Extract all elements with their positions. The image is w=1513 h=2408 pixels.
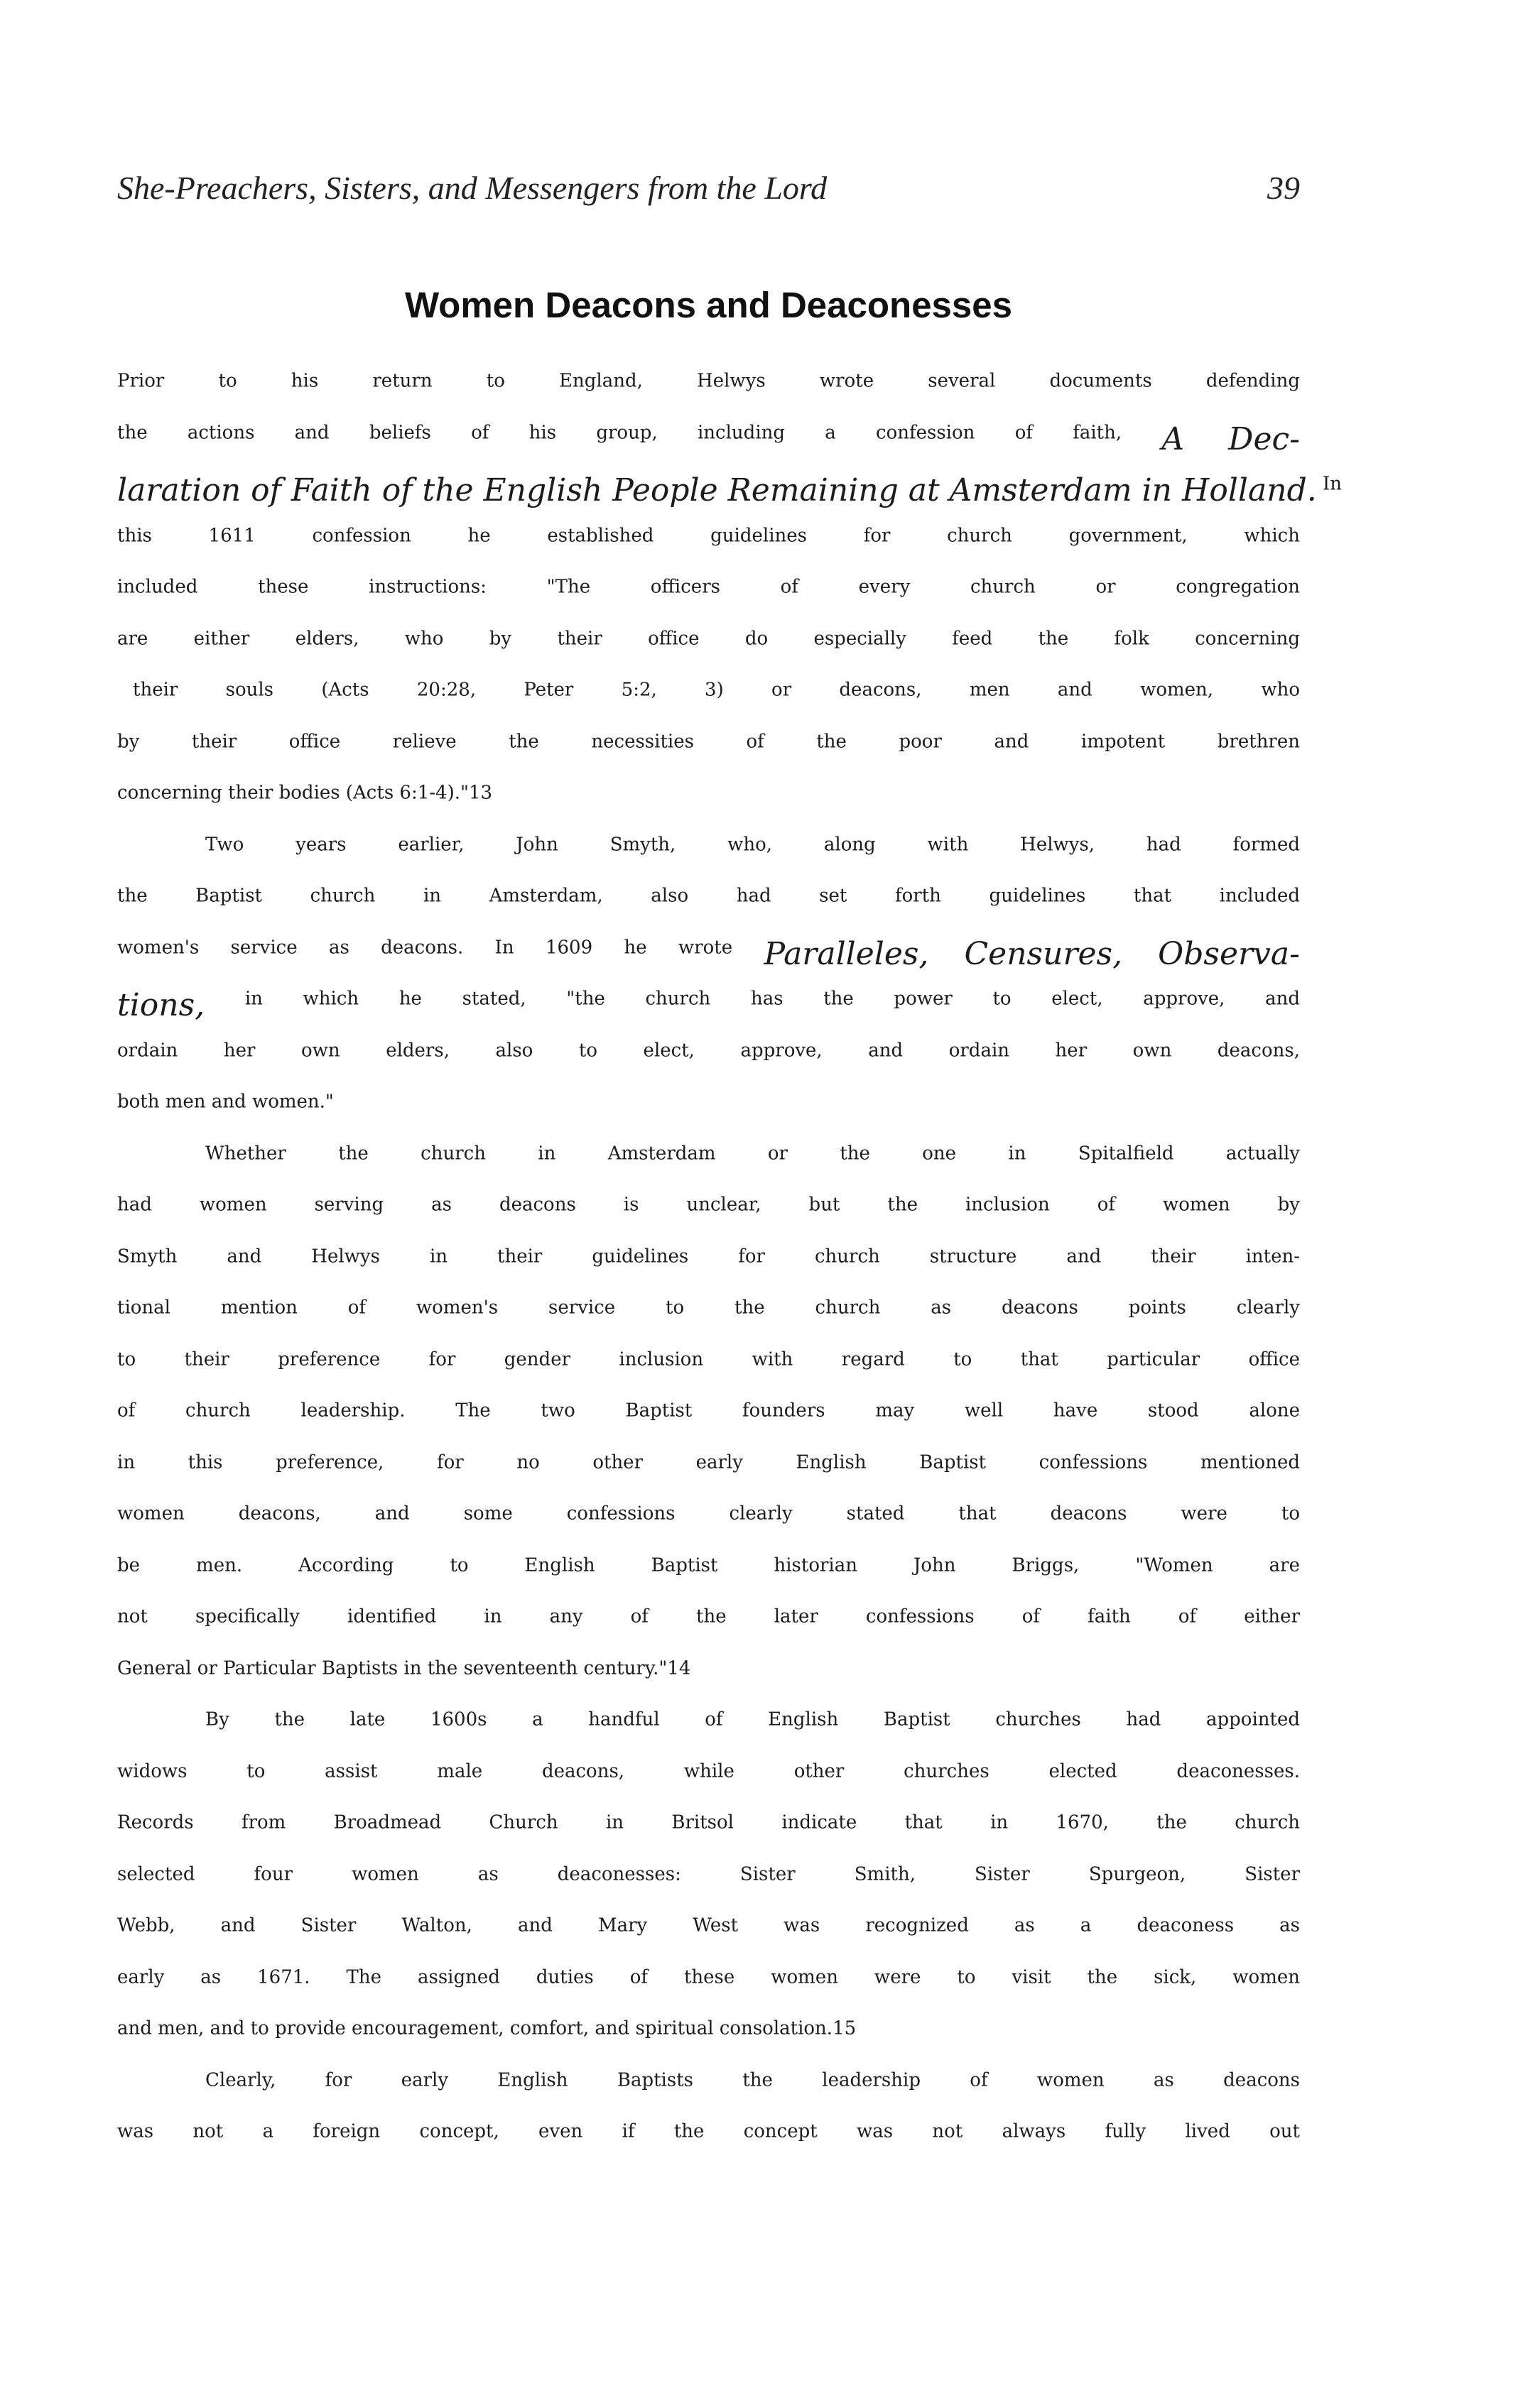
text-line <box>117 1289 1300 1341</box>
text-run: Smyth and Helwys in their guidelines for church structure and their inten- <box>117 1245 1300 1267</box>
text-run: In <box>1316 473 1342 495</box>
text-run: Prior to his return to England, Helwys wrote several documents defending <box>117 370 1300 392</box>
page-number: 39 <box>1267 170 1300 206</box>
text-line <box>117 465 1342 517</box>
text-line <box>117 2113 1300 2164</box>
text-run: by their office relieve the necessities of the poor and impotent brethren <box>117 730 1300 752</box>
text-run: widows to assist male deacons, while other churches elected deaconesses. <box>117 1760 1300 1782</box>
text-line <box>117 1907 1300 1958</box>
text-line <box>117 826 1300 878</box>
text-line <box>117 414 1300 466</box>
text-line <box>117 1804 1300 1856</box>
text-run: concerning their bodies (Acts 6:1-4)." <box>117 782 469 804</box>
body-text <box>117 362 1342 2164</box>
text-run: early as 1671. The assigned duties of these women were to visit the sick, women <box>117 1966 1300 1988</box>
text-line <box>117 1650 1300 1701</box>
text-line <box>117 1495 1300 1547</box>
section-heading: Women Deacons and Deaconesses <box>404 285 1013 325</box>
text-line <box>117 1701 1300 1753</box>
text-run: had women serving as deacons is unclear, but the inclusion of women by <box>117 1194 1300 1216</box>
text-line <box>117 1598 1300 1650</box>
text-run: Webb, and Sister Walton, and Mary West was recognized as a deaconess as <box>117 1914 1300 1936</box>
text-run: not specifically identified in any of the later confessions of faith of either <box>117 1606 1300 1628</box>
text-line <box>117 620 1300 672</box>
text-run: tional mention of women's service to the church as deacons points clearly <box>117 1297 1300 1319</box>
text-run: their souls (Acts 20:28, Peter 5:2, 3) or deacons, men and women, who <box>133 679 1300 701</box>
text-line <box>117 671 1300 723</box>
text-run: the Baptist church in Amsterdam, also had set forth guidelines that included <box>117 885 1300 907</box>
text-run: General or Particular Baptists in the seventeenth century." <box>117 1657 668 1679</box>
footnote-reference: 15 <box>833 2017 857 2039</box>
text-line <box>117 1032 1300 1084</box>
text-line <box>117 774 1300 826</box>
text-line <box>117 723 1300 775</box>
text-line <box>117 517 1300 569</box>
text-line <box>117 1753 1300 1804</box>
text-line <box>117 1856 1300 1907</box>
footnote-reference: 13 <box>468 782 493 804</box>
text-run: be men. According to English Baptist historian John Briggs, "Women are <box>117 1554 1300 1576</box>
footnote-reference: 14 <box>667 1657 691 1679</box>
italic-title: A Dec- <box>1161 420 1300 457</box>
text-run: Two years earlier, John Smyth, who, along with Helwys, had formed <box>205 833 1300 855</box>
text-run: Clearly, for early English Baptists the leadership of women as deacons <box>205 2069 1300 2091</box>
text-line <box>117 2061 1300 2113</box>
text-line <box>117 362 1300 414</box>
text-line <box>117 1958 1300 2010</box>
text-line <box>117 1392 1300 1444</box>
text-line <box>117 1186 1300 1238</box>
text-run: to their preference for gender inclusion with regard to that particular office <box>117 1348 1300 1370</box>
text-line <box>117 877 1300 929</box>
text-run: women's service as deacons. In 1609 he wrote <box>117 936 764 958</box>
text-run: was not a foreign concept, even if the concept was not always fully lived out <box>117 2120 1300 2142</box>
text-line <box>117 1444 1300 1496</box>
text-line <box>117 1135 1300 1187</box>
running-head-title: She-Preachers, Sisters, and Messengers from the Lord <box>117 170 828 206</box>
text-line <box>117 2010 1300 2061</box>
text-run: the actions and beliefs of his group, including a confession of faith, <box>117 421 1162 443</box>
text-line <box>117 1547 1300 1598</box>
text-line <box>117 980 1300 1032</box>
text-run: women deacons, and some confessions clearly stated that deacons were to <box>117 1503 1300 1525</box>
italic-title: tions, <box>117 987 205 1023</box>
text-run: this 1611 confession he established guidelines for church government, which <box>117 524 1300 546</box>
text-run: By the late 1600s a handful of English Baptist churches had appointed <box>205 1709 1300 1731</box>
text-run: ordain her own elders, also to elect, approve, and ordain her own deacons, <box>117 1039 1300 1061</box>
text-run: in this preference, for no other early English Baptist confessions mentioned <box>117 1451 1300 1473</box>
text-run: and men, and to provide encouragement, comfort, and spiritual consolation. <box>117 2017 833 2039</box>
text-run: Whether the church in Amsterdam or the one in Spitalfield actually <box>205 1142 1300 1164</box>
text-line <box>117 929 1300 981</box>
italic-title: laration of Faith of the English People Remaining at Amsterdam in Holland. <box>117 472 1317 508</box>
text-line <box>117 1341 1300 1393</box>
text-run: are either elders, who by their office do especially feed the folk concerning <box>117 627 1300 649</box>
text-line <box>117 1083 1300 1135</box>
text-run: of church leadership. The two Baptist founders may well have stood alone <box>117 1400 1300 1422</box>
text-run: both men and women." <box>117 1091 334 1113</box>
running-head <box>117 169 1300 207</box>
text-line <box>117 1238 1300 1290</box>
italic-title: Paralleles, Censures, Observa- <box>764 935 1300 972</box>
text-run: Records from Broadmead Church in Britsol indicate that in 1670, the church <box>117 1812 1300 1834</box>
text-run: in which he stated, "the church has the power to elect, approve, and <box>205 988 1300 1010</box>
text-run: selected four women as deaconesses: Sister Smith, Sister Spurgeon, Sister <box>117 1863 1300 1885</box>
text-run: included these instructions: "The officers of every church or congregation <box>117 576 1300 598</box>
text-line <box>117 568 1300 620</box>
